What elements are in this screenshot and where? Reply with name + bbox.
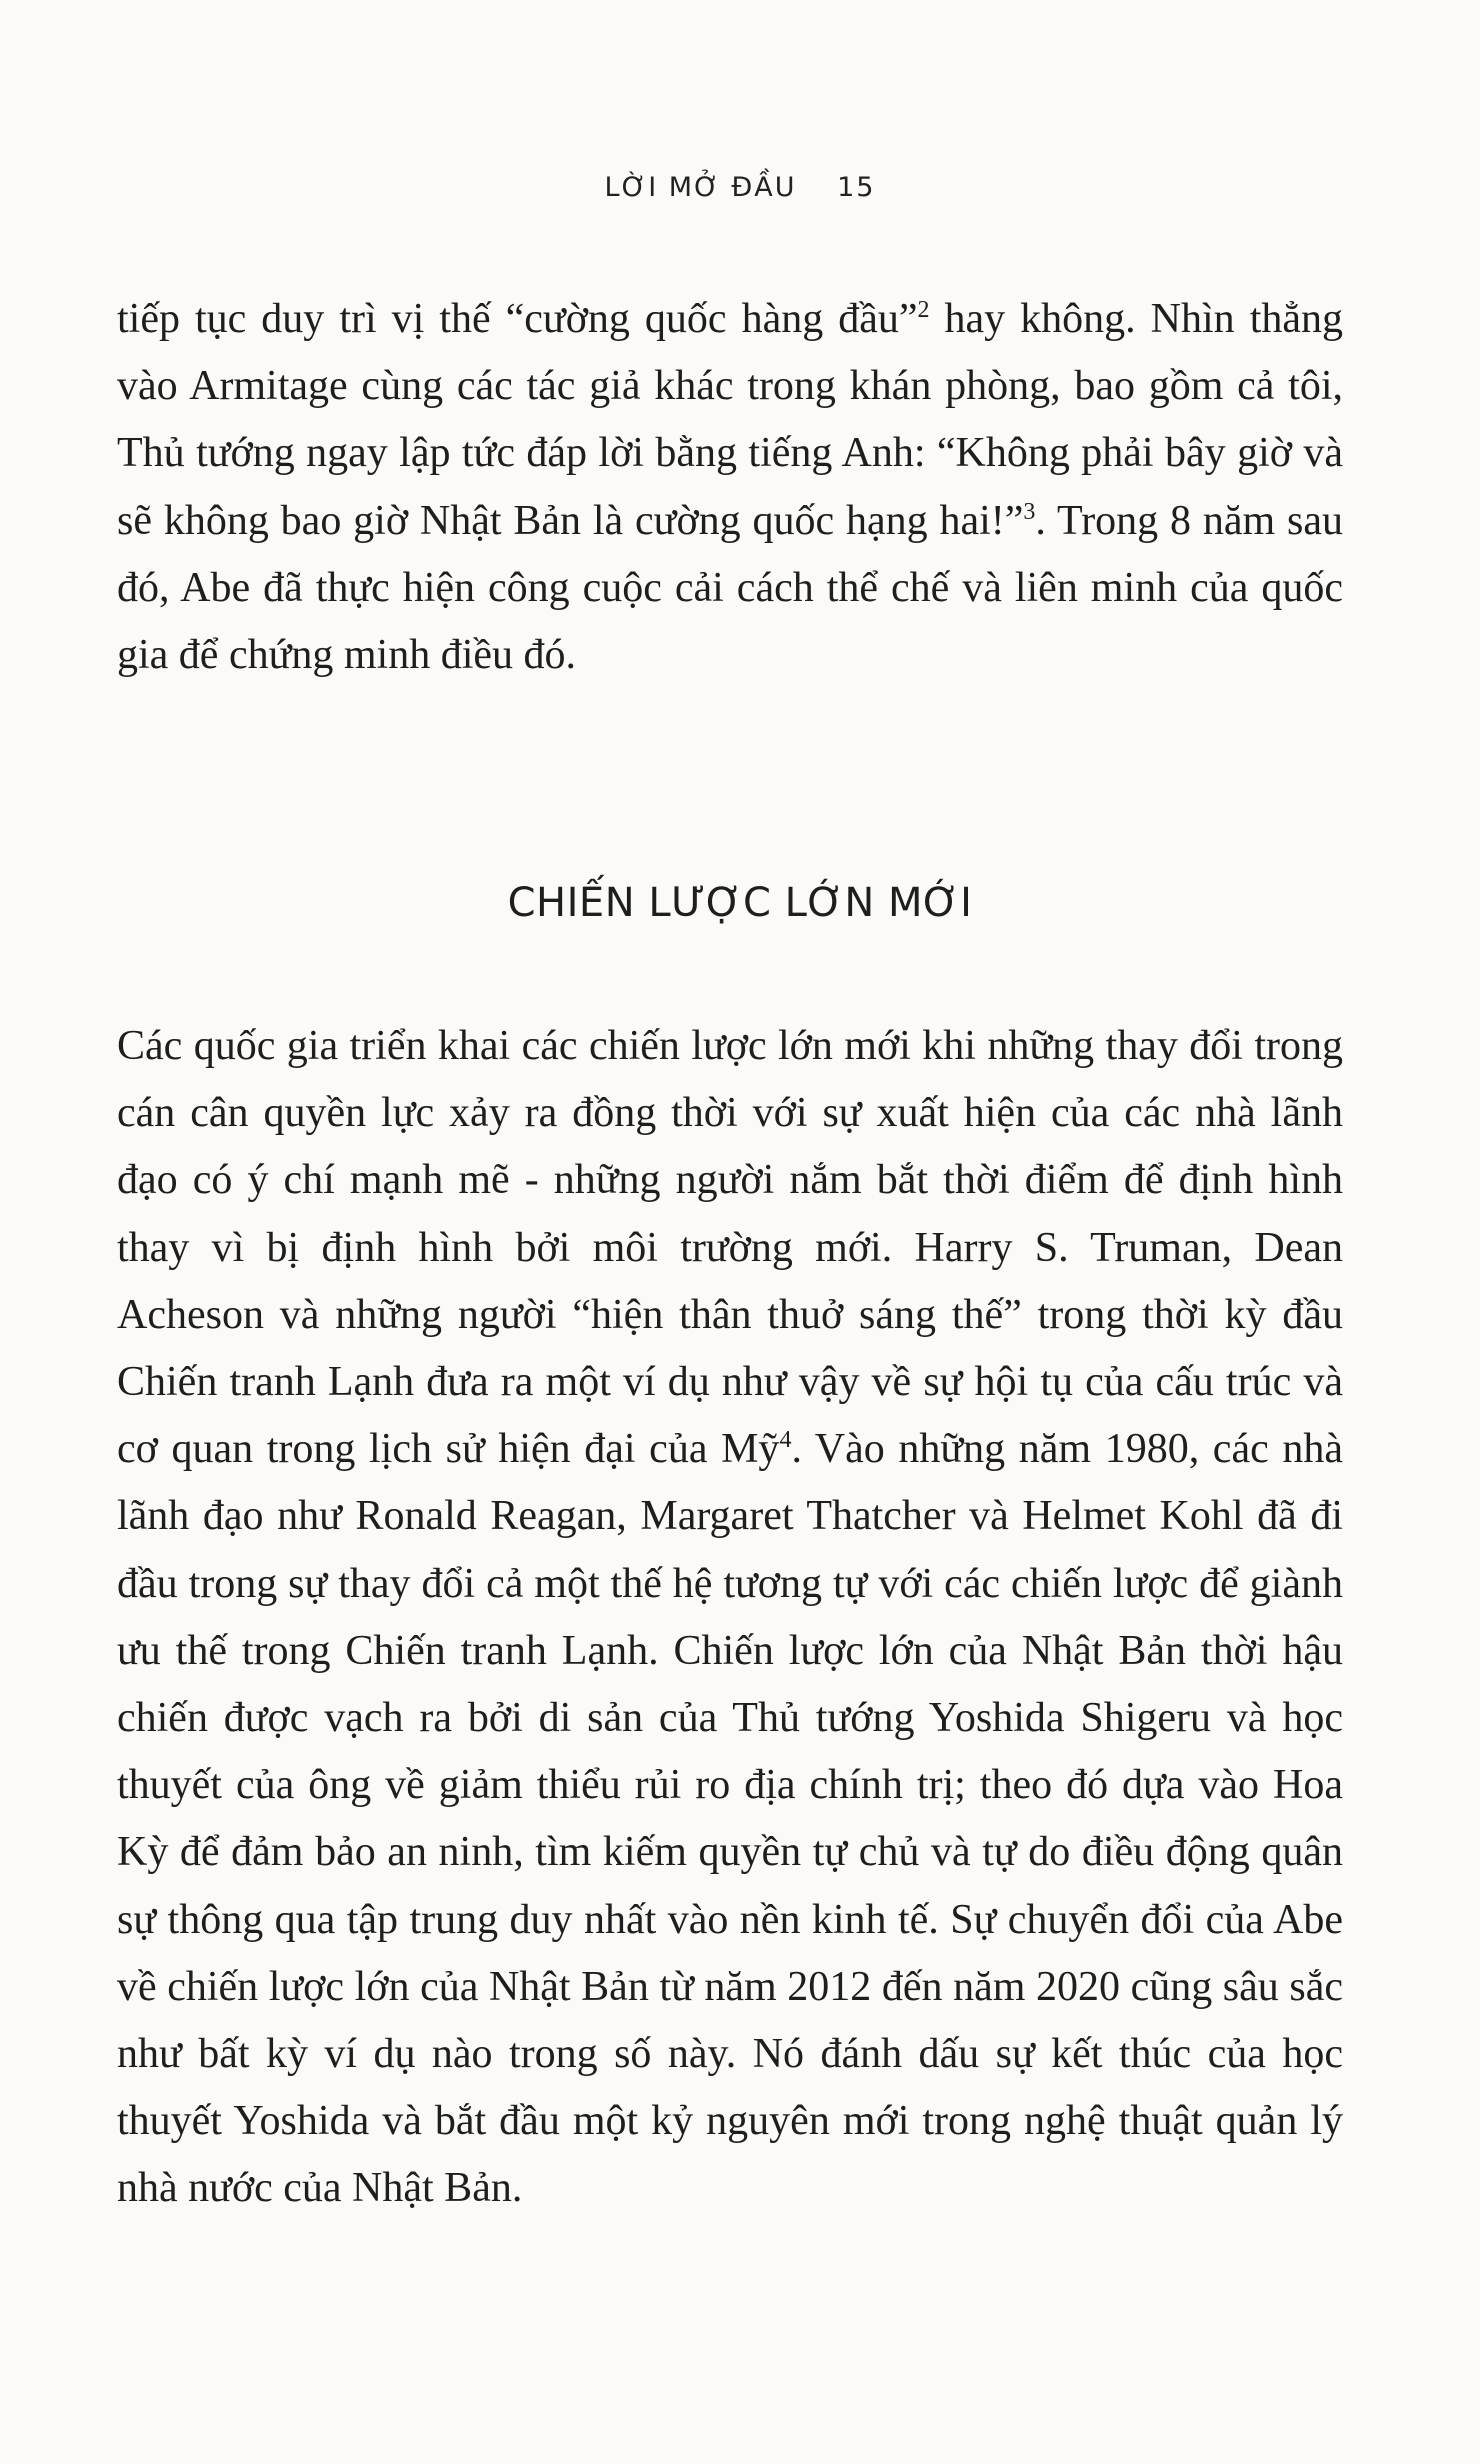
- paragraph-1: [117, 286, 1343, 689]
- footnote-ref-3: 3: [1023, 498, 1036, 525]
- paragraph-1-text-b: hay không. Nhìn thẳng vào Armitage cùng các tác giả khác trong khán phòng, bao gồm cả tôi, Thủ tướng ngay lập tức đáp lời bằng tiếng Anh: “Không phải bây giờ và sẽ không bao giờ Nhật Bản là cường quốc hạng hai!”: [117, 296, 1344, 544]
- paragraph-1-text-a: tiếp tục duy trì vị thế “cường quốc hàng đầu”: [117, 296, 918, 342]
- paragraph-2: [117, 1013, 1343, 2223]
- chapter-title: LỜI MỞ ĐẦU: [604, 172, 797, 203]
- paragraph-1-text-c: . Trong 8 năm sau đó, Abe đã thực hiện công cuộc cải cách thể chế và liên minh của quốc gia để chứng minh điều đó.: [117, 497, 1344, 679]
- page-number: 15: [837, 172, 876, 203]
- footnote-ref-2: 2: [917, 297, 930, 323]
- section-heading: CHIẾN LƯỢC LỚN MỚI: [507, 880, 973, 926]
- paragraph-2-text-a: Các quốc gia triển khai các chiến lược lớn mới khi những thay đổi trong cán cân quyền lực xảy ra đồng thời với sự xuất hiện của các nhà lãnh đạo có ý chí mạnh mẽ - những người nắm bắt thời điểm để định hình thay vì bị định hình bởi môi trường mới. Harry S. Truman, Dean Acheson và những người “hiện thân thuở sáng thế” trong thời kỳ đầu Chiến tranh Lạnh đưa ra một ví dụ như vậy về sự hội tụ của cấu trúc và cơ quan trong lịch sử hiện đại của Mỹ: [117, 1023, 1343, 1473]
- footnote-ref-4: 4: [779, 1427, 792, 1454]
- paragraph-2-text-b: . Vào những năm 1980, các nhà lãnh đạo như Ronald Reagan, Margaret Thatcher và Helmet Kohl đã đi đầu trong sự thay đổi cả một thế hệ tương tự với các chiến lược để giành ưu thế trong Chiến tranh Lạnh. Chiến lược lớn của Nhật Bản thời hậu chiến được vạch ra bởi di sản của Thủ tướng Yoshida Shigeru và học thuyết của ông về giảm thiểu rủi ro địa chính trị; theo đó dựa vào Hoa Kỳ để đảm bảo an ninh, tìm kiếm quyền tự chủ và tự do điều động quân sự thông qua tập trung duy nhất vào nền kinh tế. Sự chuyển đổi của Abe về chiến lược lớn của Nhật Bản từ năm 2012 đến năm 2020 cũng sâu sắc như bất kỳ ví dụ nào trong số này. Nó đánh dấu sự kết thúc của học thuyết Yoshida và bắt đầu một kỷ nguyên mới trong nghệ thuật quản lý nhà nước của Nhật Bản.: [117, 1426, 1343, 2212]
- running-head: [0, 172, 1480, 203]
